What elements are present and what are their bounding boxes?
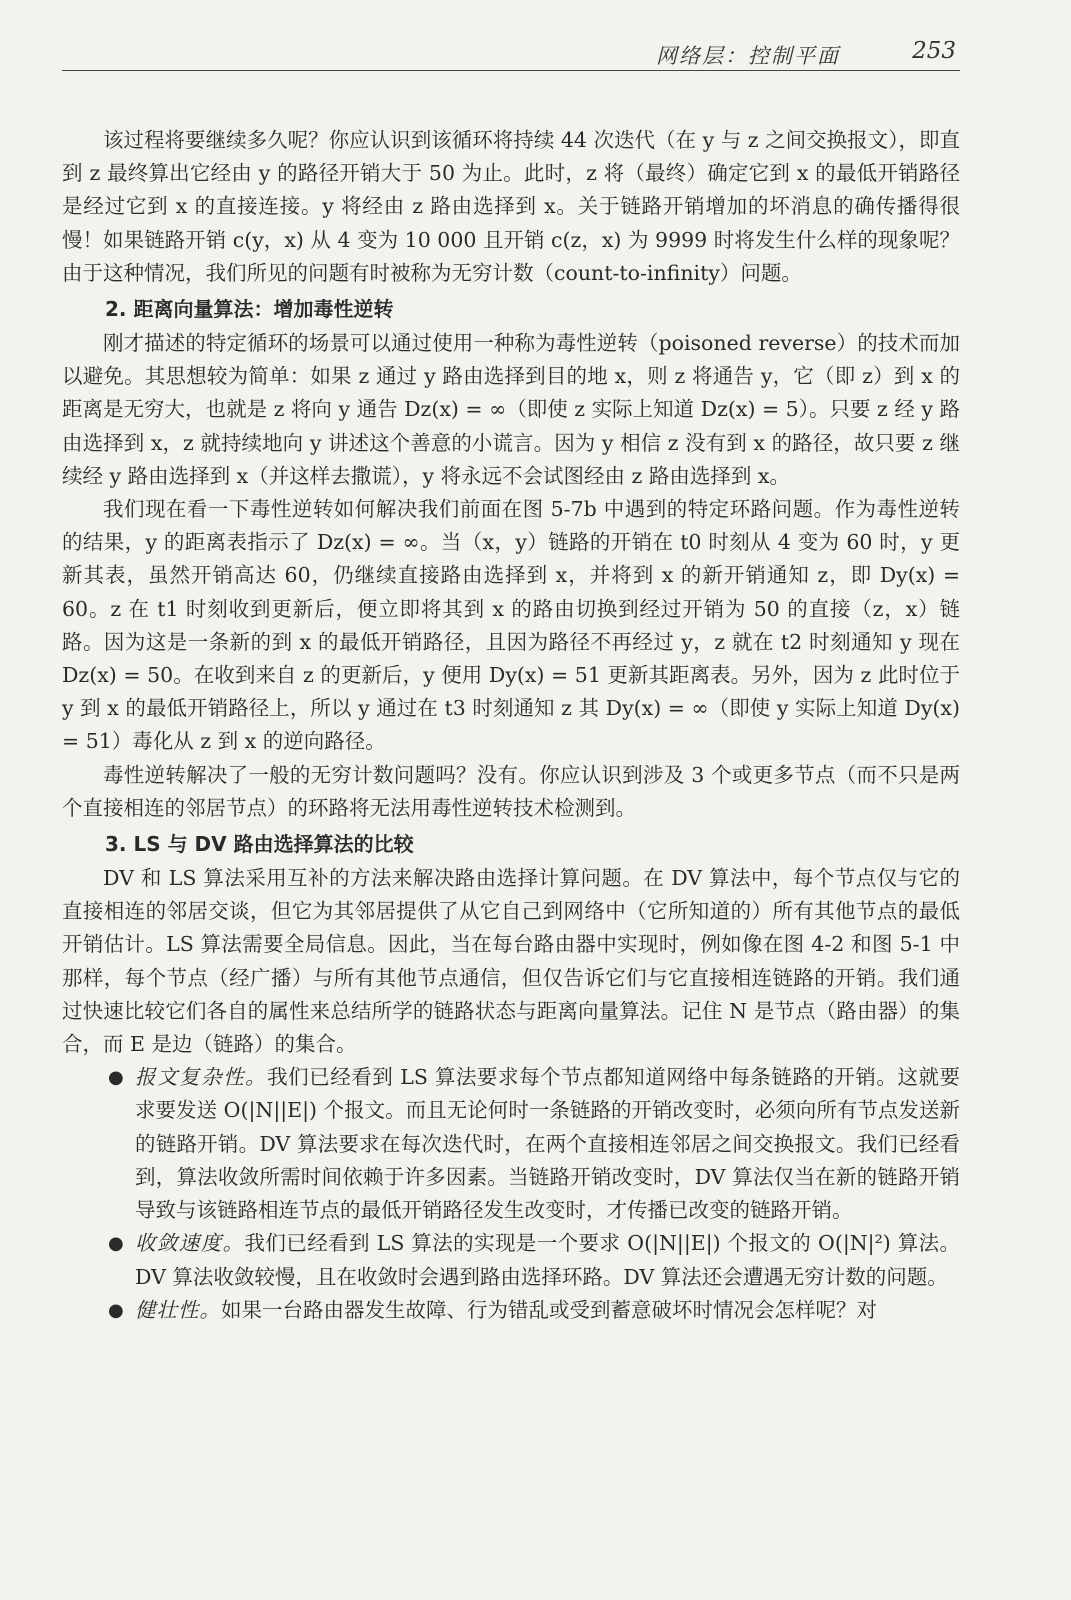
paragraph-ls-dv-comparison: DV 和 LS 算法采用互补的方法来解决路由选择计算问题。在 DV 算法中，每个节点仅与它的直接相连的邻居交谈，但它为其邻居提供了从它自己到网络中（它所知道的）所有其他节点的最低开销估计。LS 算法需要全局信息。因此，当在每台路由器中实现时，例如像在图 4-2 和图 5-1 中那样，每个节点（经广播）与所有其他节点通信，但仅告诉它们与它直接相连链路的开销。我们通过快速比较它们各自的属性来总结所学的链路状态与距离向量算法。记住 N 是节点（路由器）的集合，而 E 是边（链路）的集合。 bbox=[62, 866, 960, 1057]
section-heading-ls-vs-dv: 3. LS 与 DV 路由选择算法的比较 bbox=[105, 832, 414, 857]
page-body bbox=[62, 124, 960, 1327]
bullet-icon: ● bbox=[108, 1299, 124, 1321]
bullet-icon: ● bbox=[108, 1067, 124, 1089]
list-item bbox=[62, 1227, 960, 1293]
paragraph-poisoned-reverse-limits: 毒性逆转解决了一般的无穷计数问题吗？没有。你应认识到涉及 3 个或更多节点（而不只是两个直接相连的邻居节点）的环路将无法用毒性逆转技术检测到。 bbox=[62, 762, 960, 820]
section-heading-poisoned-reverse: 2. 距离向量算法：增加毒性逆转 bbox=[105, 297, 394, 322]
bullet-text: 我们已经看到 LS 算法的实现是一个要求 O(|N||E|) 个报文的 O(|N|²) 算法。DV 算法收敛较慢，且在收敛时会遇到路由选择环路。DV 算法还会遭遇无穷计数的问题。 bbox=[135, 1231, 961, 1289]
bullet-term: 收敛速度。 bbox=[135, 1231, 245, 1256]
paragraph-count-to-infinity: 该过程将要继续多久呢？你应认识到该循环将持续 44 次迭代（在 y 与 z 之间交换报文），即直到 z 最终算出它经由 y 的路径开销大于 50 为止。此时，z 将（最终）确定它到 x 的最低开销路径是经过它到 x 的直接连接。y 将经由 z 路由选择到 x。关于链路开销增加的坏消息的确传播得很慢！如果链路开销 c(y，x) 从 4 变为 10 000 且开销 c(z，x) 为 9999 时将发生什么样的现象呢？由于这种情况，我们所见的问题有时被称为无穷计数（count-to-infinity）问题。 bbox=[62, 128, 960, 285]
header-chapter-title: 网络层：控制平面 bbox=[656, 44, 840, 68]
list-item bbox=[62, 1294, 960, 1327]
running-header bbox=[62, 36, 960, 71]
page-number: 253 bbox=[912, 38, 956, 64]
bullet-term: 报文复杂性。 bbox=[135, 1065, 268, 1090]
paragraph-poisoned-reverse-intro: 刚才描述的特定循环的场景可以通过使用一种称为毒性逆转（poisoned reverse）的技术而加以避免。其思想较为简单：如果 z 通过 y 路由选择到目的地 x，则 z 将通告 y，它（即 z）到 x 的距离是无穷大，也就是 z 将向 y 通告 Dz(x) = ∞（即使 z 实际上知道 Dz(x) = 5）。只要 z 经 y 路由选择到 x，z 就持续地向 y 讲述这个善意的小谎言。因为 y 相信 z 没有到 x 的路径，故只要 z 继续经 y 路由选择到 x（并这样去撒谎），y 将永远不会试图经由 z 路由选择到 x。 bbox=[62, 331, 960, 488]
comparison-bullet-list bbox=[62, 1061, 960, 1327]
bullet-term: 健壮性。 bbox=[135, 1297, 221, 1322]
bullet-text: 如果一台路由器发生故障、行为错乱或受到蓄意破坏时情况会怎样呢？对 bbox=[221, 1297, 877, 1322]
bullet-text: 我们已经看到 LS 算法要求每个节点都知道网络中每条链路的开销。这就要求要发送 O(|N||E|) 个报文。而且无论何时一条链路的开销改变时，必须向所有节点发送新的链路开销。DV 算法要求在每次迭代时，在两个直接相连邻居之间交换报文。我们已经看到，算法收敛所需时间依赖于许多因素。当链路开销改变时，DV 算法仅当在新的链路开销导致与该链路相连节点的最低开销路径发生改变时，才传播已改变的链路开销。 bbox=[135, 1065, 960, 1223]
bullet-icon: ● bbox=[108, 1233, 124, 1255]
paragraph-poisoned-reverse-example: 我们现在看一下毒性逆转如何解决我们前面在图 5-7b 中遇到的特定环路问题。作为毒性逆转的结果，y 的距离表指示了 Dz(x) = ∞。当（x，y）链路的开销在 t0 时刻从 4 变为 60 时，y 更新其表，虽然开销高达 60，仍继续直接路由选择到 x，并将到 x 的新开销通知 z，即 Dy(x) = 60。z 在 t1 时刻收到更新后，便立即将其到 x 的路由切换到经过开销为 50 的直接（z，x）链路。因为这是一条新的到 x 的最低开销路径，且因为路径不再经过 y，z 就在 t2 时刻通知 y 现在 Dz(x) = 50。在收到来自 z 的更新后，y 便用 Dy(x) = 51 更新其距离表。另外，因为 z 此时位于 y 到 x 的最低开销路径上，所以 y 通过在 t3 时刻通知 z 其 Dy(x) = ∞（即使 y 实际上知道 Dy(x) = 51）毒化从 z 到 x 的逆向路径。 bbox=[62, 497, 960, 754]
list-item bbox=[62, 1061, 960, 1227]
